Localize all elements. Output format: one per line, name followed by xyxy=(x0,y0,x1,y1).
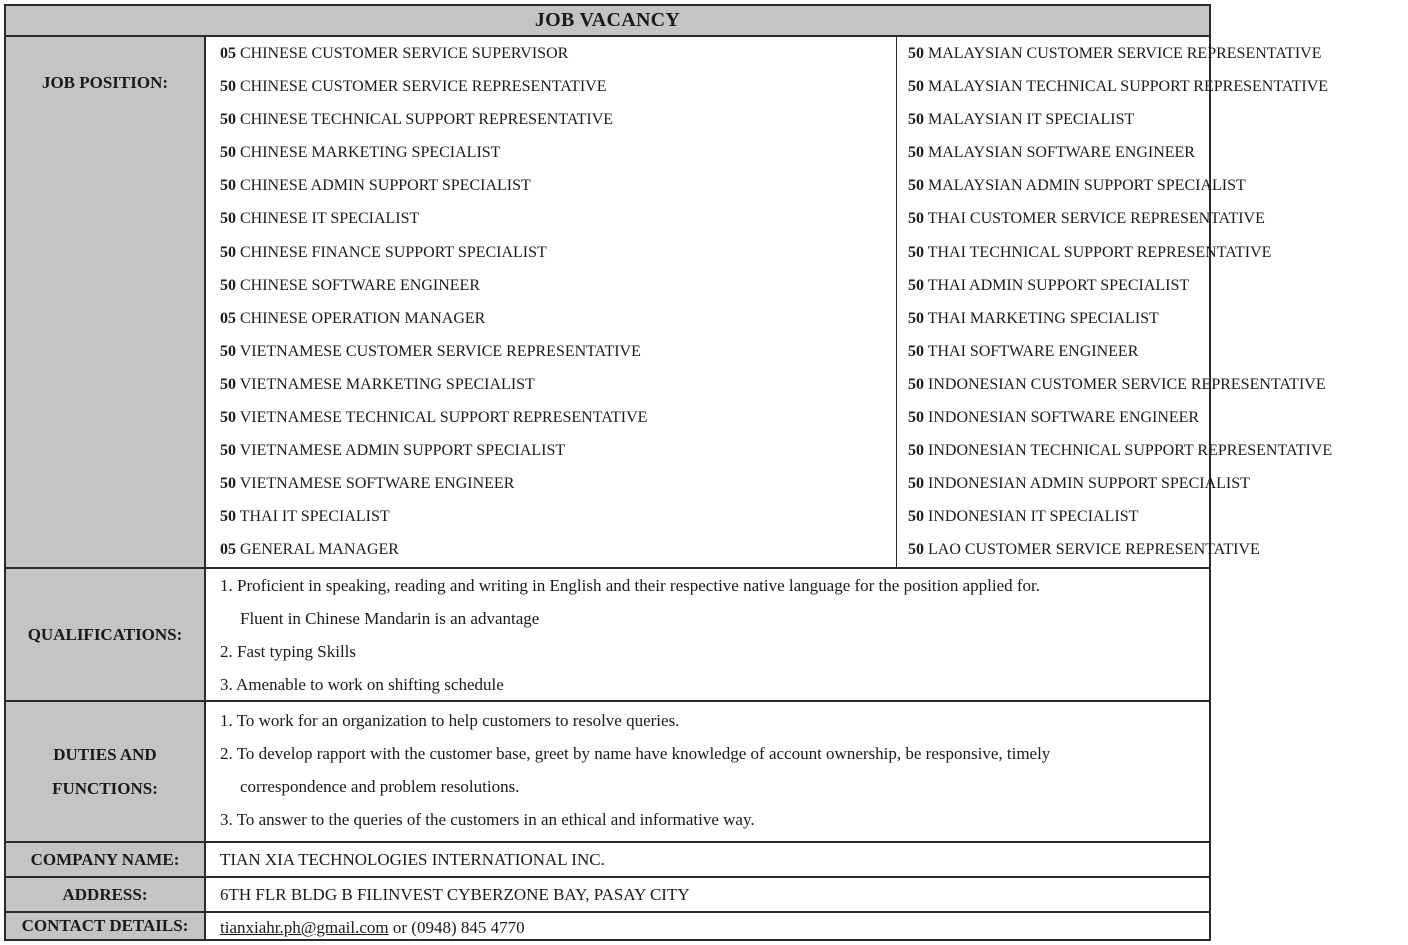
job-position-count: 50 xyxy=(220,111,236,129)
job-position-title: CHINESE TECHNICAL SUPPORT REPRESENTATIVE xyxy=(240,111,614,129)
qualification-line: 3. Amenable to work on shifting schedule xyxy=(220,675,504,695)
job-position-content xyxy=(208,37,1333,567)
contact-line xyxy=(208,913,1209,943)
column-divider xyxy=(896,37,897,567)
company-label xyxy=(6,843,206,876)
job-position-title: THAI IT SPECIALIST xyxy=(239,508,390,526)
job-position-item xyxy=(908,37,1408,70)
company-content xyxy=(208,843,1209,876)
job-position-item xyxy=(220,103,896,136)
job-position-item xyxy=(908,500,1408,533)
job-position-title: INDONESIAN SOFTWARE ENGINEER xyxy=(928,409,1200,427)
job-position-item xyxy=(908,103,1408,136)
job-position-item xyxy=(908,269,1408,302)
contact-email-link[interactable]: tianxiahr.ph@gmail.com xyxy=(220,918,389,937)
job-position-title: THAI CUSTOMER SERVICE REPRESENTATIVE xyxy=(927,210,1265,228)
job-position-count: 50 xyxy=(908,309,924,327)
duty-line: 2. To develop rapport with the customer base, greet by name have knowledge of account ownership, be responsive, timely xyxy=(220,744,1051,764)
duty-line: 3. To answer to the queries of the customers in an ethical and informative way. xyxy=(220,810,755,830)
address-label-text: ADDRESS: xyxy=(62,884,148,904)
duties-label-line1: DUTIES AND xyxy=(53,745,157,765)
job-position-title: CHINESE MARKETING SPECIALIST xyxy=(240,144,501,162)
job-position-count: 50 xyxy=(908,210,924,228)
job-position-item xyxy=(220,269,896,302)
job-position-item xyxy=(220,202,896,235)
job-position-item xyxy=(908,70,1408,103)
qualifications-label-text: QUALIFICATIONS: xyxy=(27,624,183,644)
job-position-count: 50 xyxy=(908,276,924,294)
job-position-title: CHINESE SOFTWARE ENGINEER xyxy=(240,276,480,294)
address-label xyxy=(6,878,206,911)
job-position-title: INDONESIAN ADMIN SUPPORT SPECIALIST xyxy=(928,475,1250,493)
qualifications-content xyxy=(208,569,1209,700)
qualifications-label xyxy=(6,569,206,700)
job-position-title: CHINESE IT SPECIALIST xyxy=(240,210,420,228)
job-position-title: VIETNAMESE MARKETING SPECIALIST xyxy=(239,375,535,393)
job-position-item xyxy=(908,236,1408,269)
job-position-count: 50 xyxy=(220,475,236,493)
job-position-label-text: JOB POSITION: xyxy=(41,73,169,92)
job-position-count: 05 xyxy=(220,45,236,62)
job-position-title: CHINESE CUSTOMER SERVICE REPRESENTATIVE xyxy=(240,78,607,96)
job-position-title: CHINESE ADMIN SUPPORT SPECIALIST xyxy=(240,177,531,195)
job-position-title: THAI SOFTWARE ENGINEER xyxy=(927,342,1139,360)
job-position-count: 50 xyxy=(220,144,236,162)
job-position-title: MALAYSIAN IT SPECIALIST xyxy=(928,111,1135,129)
job-position-count: 50 xyxy=(908,243,924,261)
job-position-count: 50 xyxy=(220,276,236,294)
job-position-count: 50 xyxy=(908,409,924,427)
job-position-count: 50 xyxy=(908,144,924,162)
qualification-line: 1. Proficient in speaking, reading and writing in English and their respective native language for the position applied for. xyxy=(220,576,1041,595)
job-position-title: MALAYSIAN ADMIN SUPPORT SPECIALIST xyxy=(928,177,1246,195)
qualifications-section xyxy=(6,569,1209,702)
duties-section xyxy=(6,702,1209,843)
job-position-count: 50 xyxy=(220,243,236,261)
job-position-count: 50 xyxy=(220,342,236,360)
job-position-count: 50 xyxy=(220,78,236,96)
job-position-title: MALAYSIAN TECHNICAL SUPPORT REPRESENTATIVE xyxy=(928,78,1329,96)
job-position-title: GENERAL MANAGER xyxy=(240,541,399,559)
job-position-count: 50 xyxy=(908,541,924,559)
job-position-title: INDONESIAN CUSTOMER SERVICE REPRESENTATIVE xyxy=(928,375,1326,393)
job-position-count: 50 xyxy=(220,409,236,427)
job-list-left xyxy=(220,37,896,567)
job-position-item xyxy=(220,236,896,269)
address-content xyxy=(208,878,1209,911)
job-list-right xyxy=(908,37,1408,567)
job-position-count: 05 xyxy=(220,309,236,327)
job-position-item xyxy=(220,434,896,467)
job-position-count: 50 xyxy=(220,508,236,526)
job-position-count: 50 xyxy=(220,442,236,460)
job-position-label xyxy=(6,37,206,567)
job-position-item xyxy=(220,467,896,500)
job-position-title: CHINESE OPERATION MANAGER xyxy=(240,309,486,327)
job-position-count: 50 xyxy=(908,78,924,96)
duties-content xyxy=(208,702,1209,841)
job-position-item xyxy=(908,202,1408,235)
qualification-line: 2. Fast typing Skills xyxy=(220,642,357,662)
contact-section xyxy=(6,913,1209,939)
job-position-item xyxy=(908,169,1408,202)
contact-content xyxy=(208,913,1209,939)
duties-label xyxy=(6,702,206,841)
job-position-count: 50 xyxy=(908,508,924,526)
job-position-count: 50 xyxy=(908,111,924,129)
job-position-count: 50 xyxy=(220,177,236,195)
contact-phone: (0948) 845 4770 xyxy=(411,918,525,937)
job-position-count: 50 xyxy=(908,342,924,360)
job-position-title: THAI ADMIN SUPPORT SPECIALIST xyxy=(927,276,1190,294)
qualification-line: Fluent in Chinese Mandarin is an advantage xyxy=(240,609,540,629)
job-position-item xyxy=(220,70,896,103)
job-position-title: INDONESIAN IT SPECIALIST xyxy=(928,508,1139,526)
job-position-title: VIETNAMESE CUSTOMER SERVICE REPRESENTATIVE xyxy=(239,342,641,360)
job-position-title: INDONESIAN TECHNICAL SUPPORT REPRESENTATIVE xyxy=(928,442,1333,460)
job-position-item xyxy=(908,302,1408,335)
job-position-item xyxy=(220,500,896,533)
job-position-count: 50 xyxy=(908,475,924,493)
job-position-count: 50 xyxy=(908,442,924,460)
job-position-count: 50 xyxy=(220,210,236,228)
job-position-title: THAI MARKETING SPECIALIST xyxy=(927,309,1159,327)
job-position-item xyxy=(908,335,1408,368)
job-position-item xyxy=(908,136,1408,169)
job-position-item xyxy=(220,335,896,368)
job-position-item xyxy=(220,533,896,566)
job-position-count: 50 xyxy=(908,375,924,393)
contact-label xyxy=(6,913,206,939)
duty-line: 1. To work for an organization to help customers to resolve queries. xyxy=(220,711,680,730)
duty-line: correspondence and problem resolutions. xyxy=(240,777,520,797)
job-position-title: LAO CUSTOMER SERVICE REPRESENTATIVE xyxy=(928,541,1260,559)
job-position-title: CHINESE CUSTOMER SERVICE SUPERVISOR xyxy=(240,45,569,62)
job-position-title: VIETNAMESE TECHNICAL SUPPORT REPRESENTATIVE xyxy=(239,409,648,427)
job-position-count: 50 xyxy=(908,45,924,62)
job-position-title: CHINESE FINANCE SUPPORT SPECIALIST xyxy=(240,243,547,261)
job-position-item xyxy=(220,368,896,401)
job-position-item xyxy=(908,467,1408,500)
job-position-item xyxy=(908,434,1408,467)
address-value: 6TH FLR BLDG B FILINVEST CYBERZONE BAY, PASAY CITY xyxy=(220,885,690,904)
address-section xyxy=(6,878,1209,913)
job-position-title: THAI TECHNICAL SUPPORT REPRESENTATIVE xyxy=(927,243,1272,261)
job-vacancy-table xyxy=(4,4,1333,941)
job-position-title: VIETNAMESE SOFTWARE ENGINEER xyxy=(239,475,515,493)
job-position-section xyxy=(6,37,1333,569)
job-position-item xyxy=(220,302,896,335)
contact-label-text: CONTACT DETAILS: xyxy=(21,916,189,935)
job-position-title: VIETNAMESE ADMIN SUPPORT SPECIALIST xyxy=(239,442,566,460)
job-position-item xyxy=(220,136,896,169)
job-position-item xyxy=(220,169,896,202)
job-position-item xyxy=(220,37,896,70)
company-label-text: COMPANY NAME: xyxy=(30,849,180,869)
job-position-title: MALAYSIAN CUSTOMER SERVICE REPRESENTATIVE xyxy=(928,45,1322,62)
job-position-item xyxy=(908,401,1408,434)
job-position-item xyxy=(908,368,1408,401)
company-name: TIAN XIA TECHNOLOGIES INTERNATIONAL INC. xyxy=(220,850,605,869)
contact-separator: or xyxy=(388,918,412,937)
job-position-item xyxy=(908,533,1408,566)
job-position-count: 05 xyxy=(220,541,236,559)
job-position-item xyxy=(220,401,896,434)
company-section xyxy=(6,843,1209,878)
job-position-title: MALAYSIAN SOFTWARE ENGINEER xyxy=(928,144,1195,162)
duties-label-line2: FUNCTIONS: xyxy=(52,778,158,798)
page-title: JOB VACANCY xyxy=(6,6,1209,37)
job-position-count: 50 xyxy=(220,375,236,393)
job-position-count: 50 xyxy=(908,177,924,195)
